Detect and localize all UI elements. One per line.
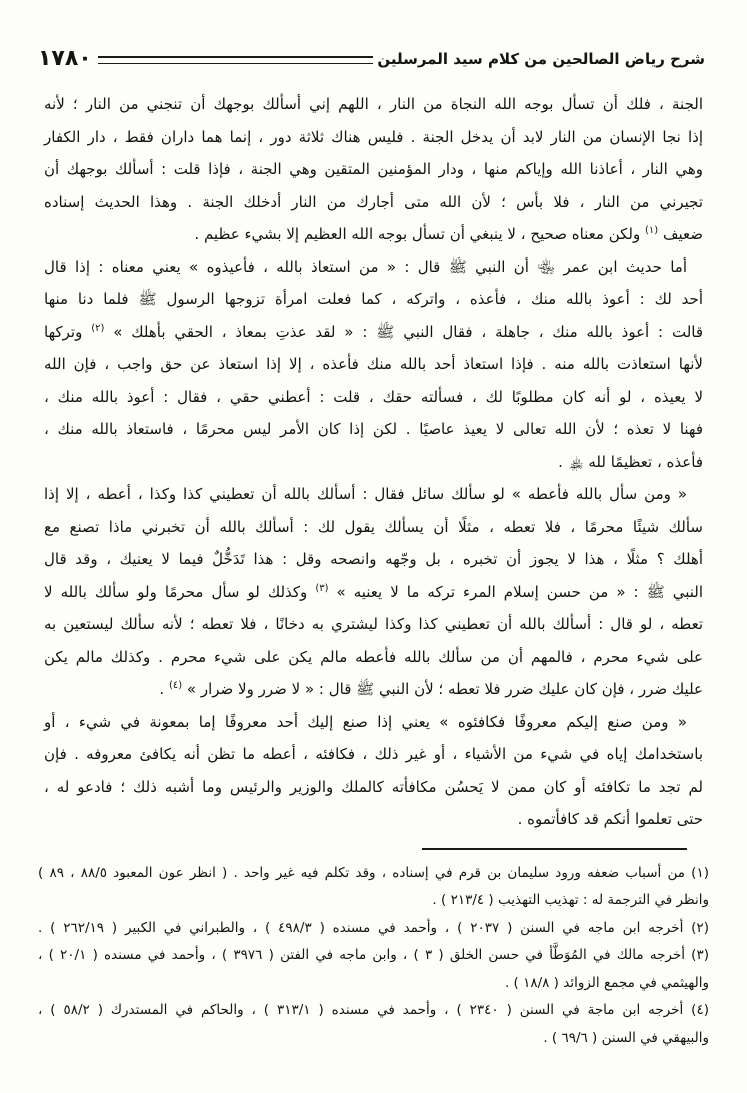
body-line: أحد لك : أعوذ بالله منك ، فأعذه ، واتركه ، كما فعلت امرأة تزوجها الرسول ﷺ فلما دنا منها bbox=[44, 290, 703, 308]
body-line: الجنة ، فلك أن تسأل بوجه الله النجاة من النار ، اللهم إني أسألك بوجهك أن تنجني من النار ؛ لأنه bbox=[44, 95, 703, 113]
body-line: باستخدامك إياه في شيء من الأشياء ، أو غير ذلك ، فكافئه ، أعطه ما تظن أنه يكافئ معروفه . فإن bbox=[44, 745, 703, 763]
body-line: حتى تعلموا أنكم قد كافأتموه . bbox=[517, 810, 703, 828]
footnote-line: (٣) أخرجه مالك في المُوَطَّأ في حسن الخلق ( ٣ ) ، وابن ماجه في الفتن ( ٣٩٧٦ ) ، وأحمد في مسنده ( ٢٠/١ ) ، bbox=[38, 947, 709, 963]
body-line: أما حديث ابن عمر ﵄ أن النبي ﷺ قال : « من استعاذ بالله ، فأعيذوه » يعني معناه : إذا قال bbox=[44, 257, 687, 276]
body-line: ضعيف $^{(١)}$ ولكن معناه صحيح ، لا ينبغي أن تسأل بوجه الله العظيم إلا بشيء عظيم . bbox=[194, 225, 703, 243]
footnote bbox=[38, 860, 709, 915]
page-header bbox=[0, 0, 747, 72]
body-line: سألك شيئًا محرمًا ، فلا تعطه ، مثلًا أن يسألك يقول لك : أسألك بالله أن تخبرني ماذا تصنع مع bbox=[44, 517, 703, 536]
footnote-line: والهيثمي في مجمع الزوائد ( ١٨/٨ ) . bbox=[504, 974, 709, 991]
body-line: لا يعيذه ، لو أنه كان مطلوبًا لك ، فسألته حقك ، قلت : أعطني حقي ، فقال : أعوذ بالله منك ، bbox=[44, 387, 703, 406]
body-line: « ومن سأل بالله فأعطه » لو سألك سائل فقال : أسألك بالله أن تعطيني كذا وكذا ، أعطه ، إلا إذا bbox=[44, 485, 687, 503]
header-double-rule bbox=[98, 56, 374, 64]
body-text bbox=[0, 72, 747, 836]
footnote-line: (٢) أخرجه ابن ماجه في السنن ( ٢٠٣٧ ) ، وأحمد في مسنده ( ٤٩٨/٣ ) ، والطبراني في الكبير ( ٢٦٢/١٩ ) . bbox=[38, 919, 709, 936]
footnote bbox=[38, 997, 709, 1052]
paragraph bbox=[44, 251, 703, 479]
body-line: النبي ﷺ : « من حسن إسلام المرء تركه ما لا يعنيه » $^{(٣)}$ وكذلك لو سأل محرمًا ولو سألك بالله لا bbox=[44, 582, 703, 601]
body-line: فهنا لا تعذه ؛ لأن الله تعالى لا يعيذ عاصيًا . لكن إذا كان الأمر ليس محرمًا ، فاستعاذ بالله منك ، bbox=[44, 420, 703, 438]
body-line: على شيء محرم ، فالمهم أن من سألك بالله فأعطه مالم يكن على شيء محرم . وكذلك مالم يكن bbox=[44, 647, 703, 666]
footnote-separator bbox=[422, 848, 687, 850]
footnote-line: (٤) أخرجه ابن ماجة في السنن ( ٢٣٤٠ ) ، وأحمد في مسنده ( ٣١٣/١ ) ، والحاكم في المستدرك ( ٥٨/٢ ) ، bbox=[38, 1002, 709, 1018]
body-line: إذا نجا الإنسان من النار لابد أن يدخل الجنة . فليس هناك ثلاثة دور ، إنما هما داران فقط ، دار الكفار bbox=[44, 127, 703, 146]
body-line: عليك ضرر ، فإن كان عليك ضرر فلا تعطه ؛ لأن النبي ﷺ قال : « لا ضرر ولا ضرار » $^{(٤)}$ . bbox=[159, 680, 703, 698]
body-line: لم تجد ما تكافئه أو كان ممن لا يَحسُن مكافأته كالملك والوزير والرئيس وما أشبه ذلك ؛ فادعو له ، bbox=[44, 777, 703, 796]
body-line: تعطه ، لو قال : أسألك بالله أن تعطيني كذا وكذا ليشتري به دخانًا ، فلا تعطه ؛ لأنه سألك ليستعين به bbox=[44, 615, 703, 633]
footnote-line: وانظر في الترجمة له : تهذيب التهذيب ( ٢١٣/٤ ) . bbox=[432, 892, 709, 908]
footnote bbox=[38, 915, 709, 943]
body-line: لأنها استعاذت بالله منه . فإذا استعاذ أحد بالله منك فأعذه ، إلا إذا استعاذ عن حق واجب ، فإن الله bbox=[44, 355, 703, 373]
page-number: ١٧٨٠ bbox=[38, 46, 92, 71]
body-line: أهلك ؟ مثلًا ، هذا لا يجوز أن تخبره ، بل وجّهه وانصحه وقل : هذا تَدَخُّلٌ فيما لا يعنيك ، وقد قال bbox=[44, 550, 703, 568]
footnotes bbox=[0, 860, 747, 1053]
body-line: قالت : أعوذ بالله منك ، جاهلة ، فقال النبي ﷺ : « لقد عذتِ بمعاذ ، الحقي بأهلك » $^{(٢)}$ وتركها bbox=[44, 322, 703, 341]
body-line: فأعذه ، تعظيمًا لله ﵏ . bbox=[558, 452, 703, 471]
book-title: شرح رياض الصالحين من كلام سيد المرسلين bbox=[377, 50, 705, 68]
paragraph bbox=[44, 706, 703, 836]
body-line: « ومن صنع إليكم معروفًا فكافئوه » يعني إذا صنع إليك أحد معروفًا إما بمعونة في شيء ، أو bbox=[44, 712, 687, 731]
footnote bbox=[38, 942, 709, 997]
body-line: وهي النار ، أعاذنا الله وإياكم منها ، ودار المؤمنين المتقين وهي الجنة ، فإذا قلت : أسألك بوجهك أن bbox=[44, 160, 703, 178]
body-line: تجيرني من النار ، فلا بأس ؛ لأن الله متى أجارك من النار أدخلك الجنة . وهذا الحديث إسناده bbox=[44, 192, 703, 211]
paragraph bbox=[44, 88, 703, 251]
footnote-line: والبيهقي في السنن ( ٦٩/٦ ) . bbox=[543, 1029, 709, 1046]
footnote-line: (١) من أسباب ضعفه ورود سليمان بن قرم في إسناده ، وقد تكلم فيه غير واحد . ( انظر عون المعبود ٨٨/٥ ، ٨٩ ) bbox=[38, 864, 709, 881]
paragraph bbox=[44, 478, 703, 706]
